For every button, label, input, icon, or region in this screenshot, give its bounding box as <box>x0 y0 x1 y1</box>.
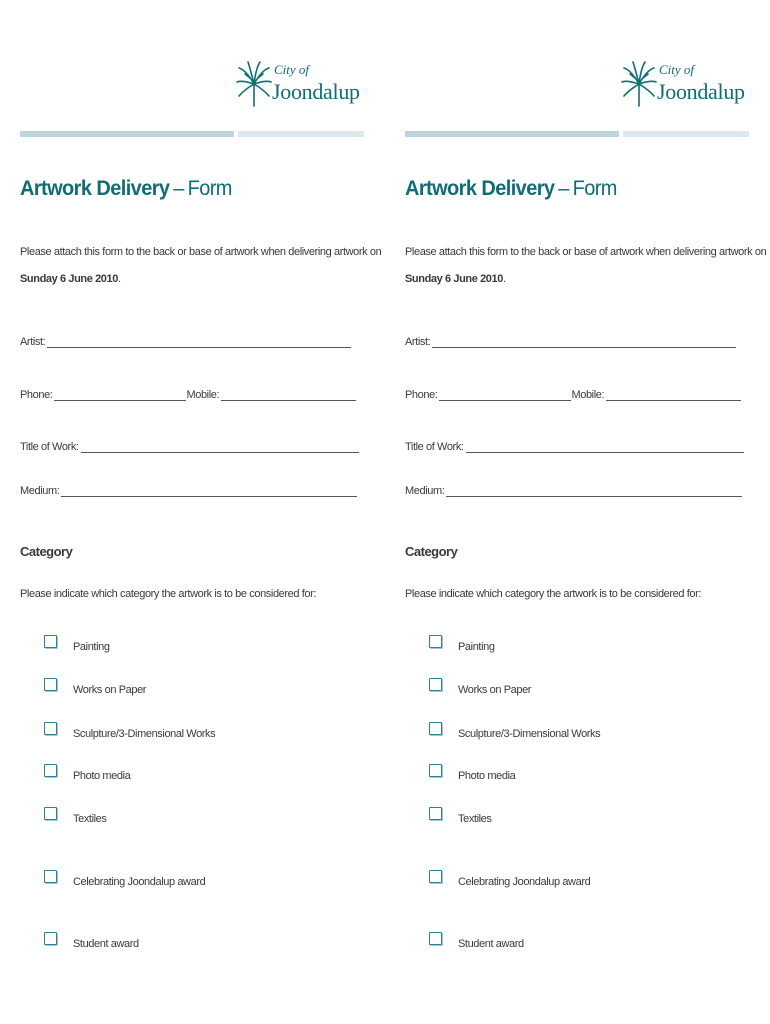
logo-city-text: City of <box>274 62 310 77</box>
category-option-textiles[interactable]: Textiles <box>429 812 491 825</box>
category-option-textiles[interactable]: Textiles <box>44 812 106 825</box>
checkbox[interactable] <box>44 722 57 735</box>
phone-line[interactable] <box>439 390 571 401</box>
form-title-dash: – <box>558 177 569 200</box>
mobile-label: Mobile: <box>571 389 605 401</box>
logo-name-text: Joondalup <box>272 79 360 104</box>
category-option-photo-media[interactable]: Photo media <box>44 769 130 782</box>
checkbox[interactable] <box>429 678 442 691</box>
checkbox[interactable] <box>44 635 57 648</box>
header-bar-secondary <box>238 131 364 137</box>
artist-line[interactable] <box>432 337 736 348</box>
checkbox[interactable] <box>44 807 57 820</box>
medium-line[interactable] <box>61 486 357 497</box>
checkbox[interactable] <box>44 678 57 691</box>
checkbox[interactable] <box>429 722 442 735</box>
category-option-celebrating-joondalup[interactable]: Celebrating Joondalup award <box>44 875 205 888</box>
title-of-work-field[interactable] <box>20 441 359 453</box>
phone-label: Phone: <box>20 389 53 401</box>
category-option-sculpture[interactable]: Sculpture/3-Dimensional Works <box>44 727 215 740</box>
artist-label: Artist: <box>405 336 431 348</box>
form-title <box>405 177 617 201</box>
header-bar <box>20 131 234 137</box>
category-option-student-award[interactable]: Student award <box>429 937 524 950</box>
mobile-line[interactable] <box>606 390 741 401</box>
category-option-celebrating-joondalup[interactable]: Celebrating Joondalup award <box>429 875 590 888</box>
category-option-photo-media[interactable]: Photo media <box>429 769 515 782</box>
title-of-work-field[interactable] <box>405 441 744 453</box>
phone-field[interactable] <box>20 389 356 401</box>
title-of-work-line[interactable] <box>81 442 359 453</box>
form-title-bold: Artwork Delivery <box>405 177 555 200</box>
medium-field[interactable] <box>405 485 742 497</box>
title-of-work-line[interactable] <box>466 442 744 453</box>
artist-field[interactable] <box>20 336 351 348</box>
phone-field[interactable] <box>405 389 741 401</box>
checkbox[interactable] <box>44 870 57 883</box>
checkbox[interactable] <box>429 764 442 777</box>
logo-city-text: City of <box>659 62 695 77</box>
form-title-dash: – <box>173 177 184 200</box>
form-title <box>20 177 232 201</box>
checkbox[interactable] <box>429 807 442 820</box>
medium-field[interactable] <box>20 485 357 497</box>
checkbox[interactable] <box>44 764 57 777</box>
form-title-bold: Artwork Delivery <box>20 177 170 200</box>
city-logo <box>236 60 360 114</box>
delivery-date: Sunday 6 June 2010. <box>405 273 506 285</box>
category-intro: Please indicate which category the artwork is to be considered for: <box>20 588 317 600</box>
title-of-work-label: Title of Work: <box>20 441 79 453</box>
city-logo <box>621 60 745 114</box>
category-option-painting[interactable]: Painting <box>429 640 495 653</box>
artist-label: Artist: <box>20 336 46 348</box>
checkbox[interactable] <box>429 932 442 945</box>
medium-label: Medium: <box>405 485 445 497</box>
phone-label: Phone: <box>405 389 438 401</box>
medium-line[interactable] <box>446 486 742 497</box>
header-bar <box>405 131 619 137</box>
form-left <box>20 0 382 1024</box>
mobile-line[interactable] <box>221 390 356 401</box>
medium-label: Medium: <box>20 485 60 497</box>
category-option-student-award[interactable]: Student award <box>44 937 139 950</box>
category-option-sculpture[interactable]: Sculpture/3-Dimensional Works <box>429 727 600 740</box>
intro-text: Please attach this form to the back or base of artwork when delivering artwork on <box>405 246 767 258</box>
category-heading: Category <box>20 544 73 559</box>
form-right <box>405 0 767 1024</box>
logo-name-text: Joondalup <box>657 79 745 104</box>
intro-text: Please attach this form to the back or base of artwork when delivering artwork on <box>20 246 382 258</box>
form-title-rest: Form <box>572 177 617 200</box>
category-option-painting[interactable]: Painting <box>44 640 110 653</box>
phone-line[interactable] <box>54 390 186 401</box>
form-title-rest: Form <box>187 177 232 200</box>
checkbox[interactable] <box>44 932 57 945</box>
category-heading: Category <box>405 544 458 559</box>
title-of-work-label: Title of Work: <box>405 441 464 453</box>
checkbox[interactable] <box>429 870 442 883</box>
palm-icon <box>236 60 272 110</box>
palm-icon <box>621 60 657 110</box>
mobile-label: Mobile: <box>186 389 220 401</box>
header-bar-secondary <box>623 131 749 137</box>
category-intro: Please indicate which category the artwork is to be considered for: <box>405 588 702 600</box>
checkbox[interactable] <box>429 635 442 648</box>
artist-line[interactable] <box>47 337 351 348</box>
category-option-works-on-paper[interactable]: Works on Paper <box>44 683 146 696</box>
category-option-works-on-paper[interactable]: Works on Paper <box>429 683 531 696</box>
delivery-date: Sunday 6 June 2010. <box>20 273 121 285</box>
artist-field[interactable] <box>405 336 736 348</box>
